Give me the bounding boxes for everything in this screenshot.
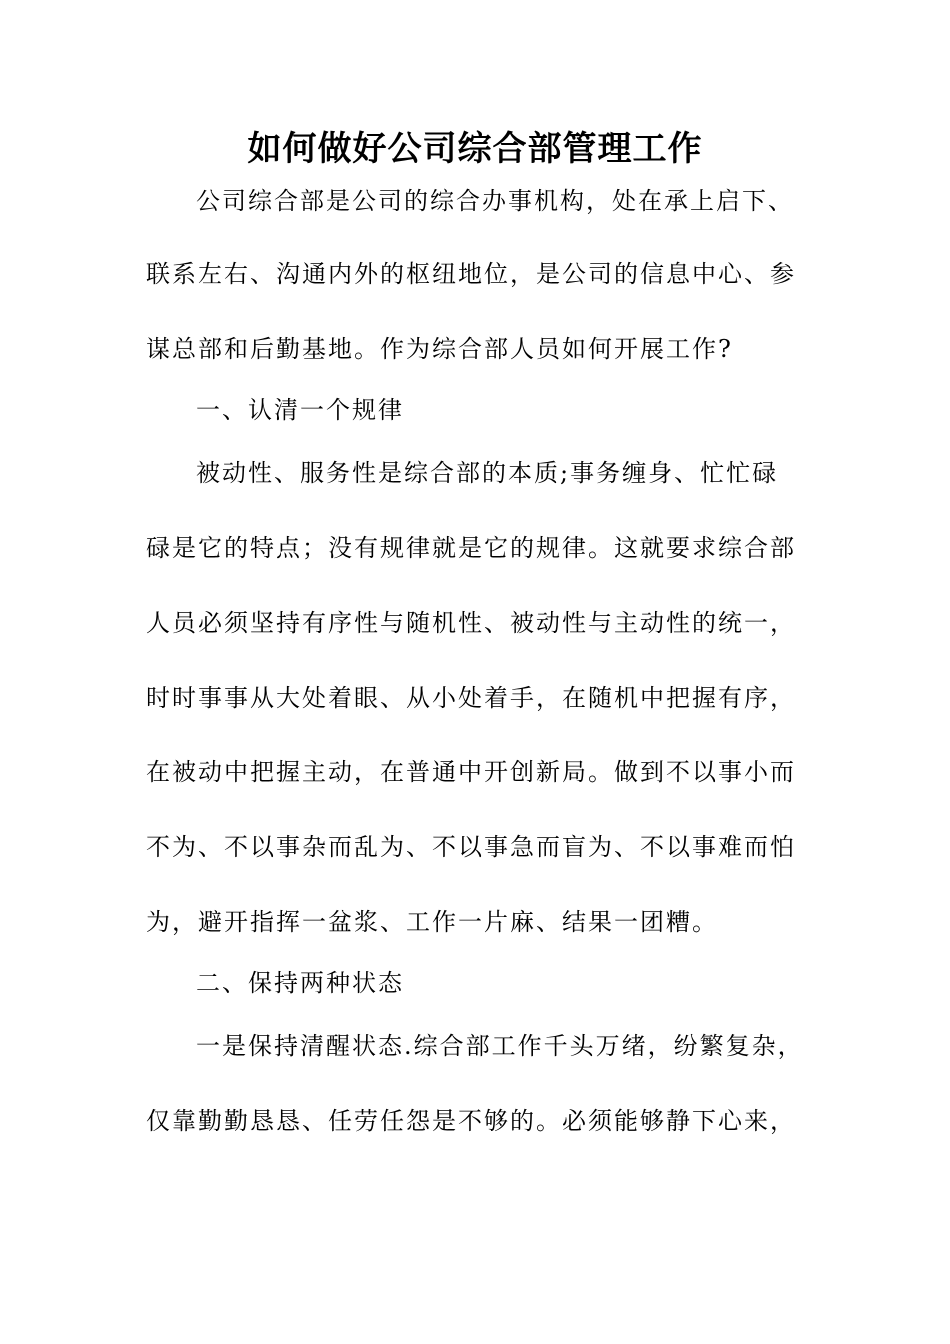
- paragraph-line: 谋总部和后勤基地。作为综合部人员如何开展工作?: [146, 335, 733, 363]
- section-heading: 二、保持两种状态: [196, 969, 404, 997]
- paragraph-line: 为，避开指挥一盆浆、工作一片麻、结果一团糟。: [146, 908, 718, 936]
- paragraph-line: 联系左右、沟通内外的枢纽地位，是公司的信息中心、参: [146, 260, 796, 288]
- paragraph-line: 仅靠勤勤恳恳、任劳任怨是不够的。必须能够静下心来，: [146, 1107, 796, 1135]
- paragraph-line: 不为、不以事杂而乱为、不以事急而盲为、不以事难而怕: [146, 833, 796, 861]
- paragraph-line: 时时事事从大处着眼、从小处着手，在随机中把握有序，: [146, 684, 796, 712]
- paragraph-line: 碌是它的特点；没有规律就是它的规律。这就要求综合部: [146, 534, 796, 562]
- paragraph-line: 公司综合部是公司的综合办事机构，处在承上启下、: [196, 187, 794, 215]
- paragraph-line: 被动性、服务性是综合部的本质;事务缠身、忙忙碌: [196, 459, 779, 487]
- section-heading: 一、认清一个规律: [196, 396, 404, 424]
- paragraph-line: 在被动中把握主动，在普通中开创新局。做到不以事小而: [146, 758, 796, 786]
- paragraph-line: 一是保持清醒状态.综合部工作千头万绪，纷繁复杂，: [196, 1032, 804, 1060]
- paragraph-line: 人员必须坚持有序性与随机性、被动性与主动性的统一，: [146, 609, 796, 637]
- document-title: 如何做好公司综合部管理工作: [247, 129, 703, 169]
